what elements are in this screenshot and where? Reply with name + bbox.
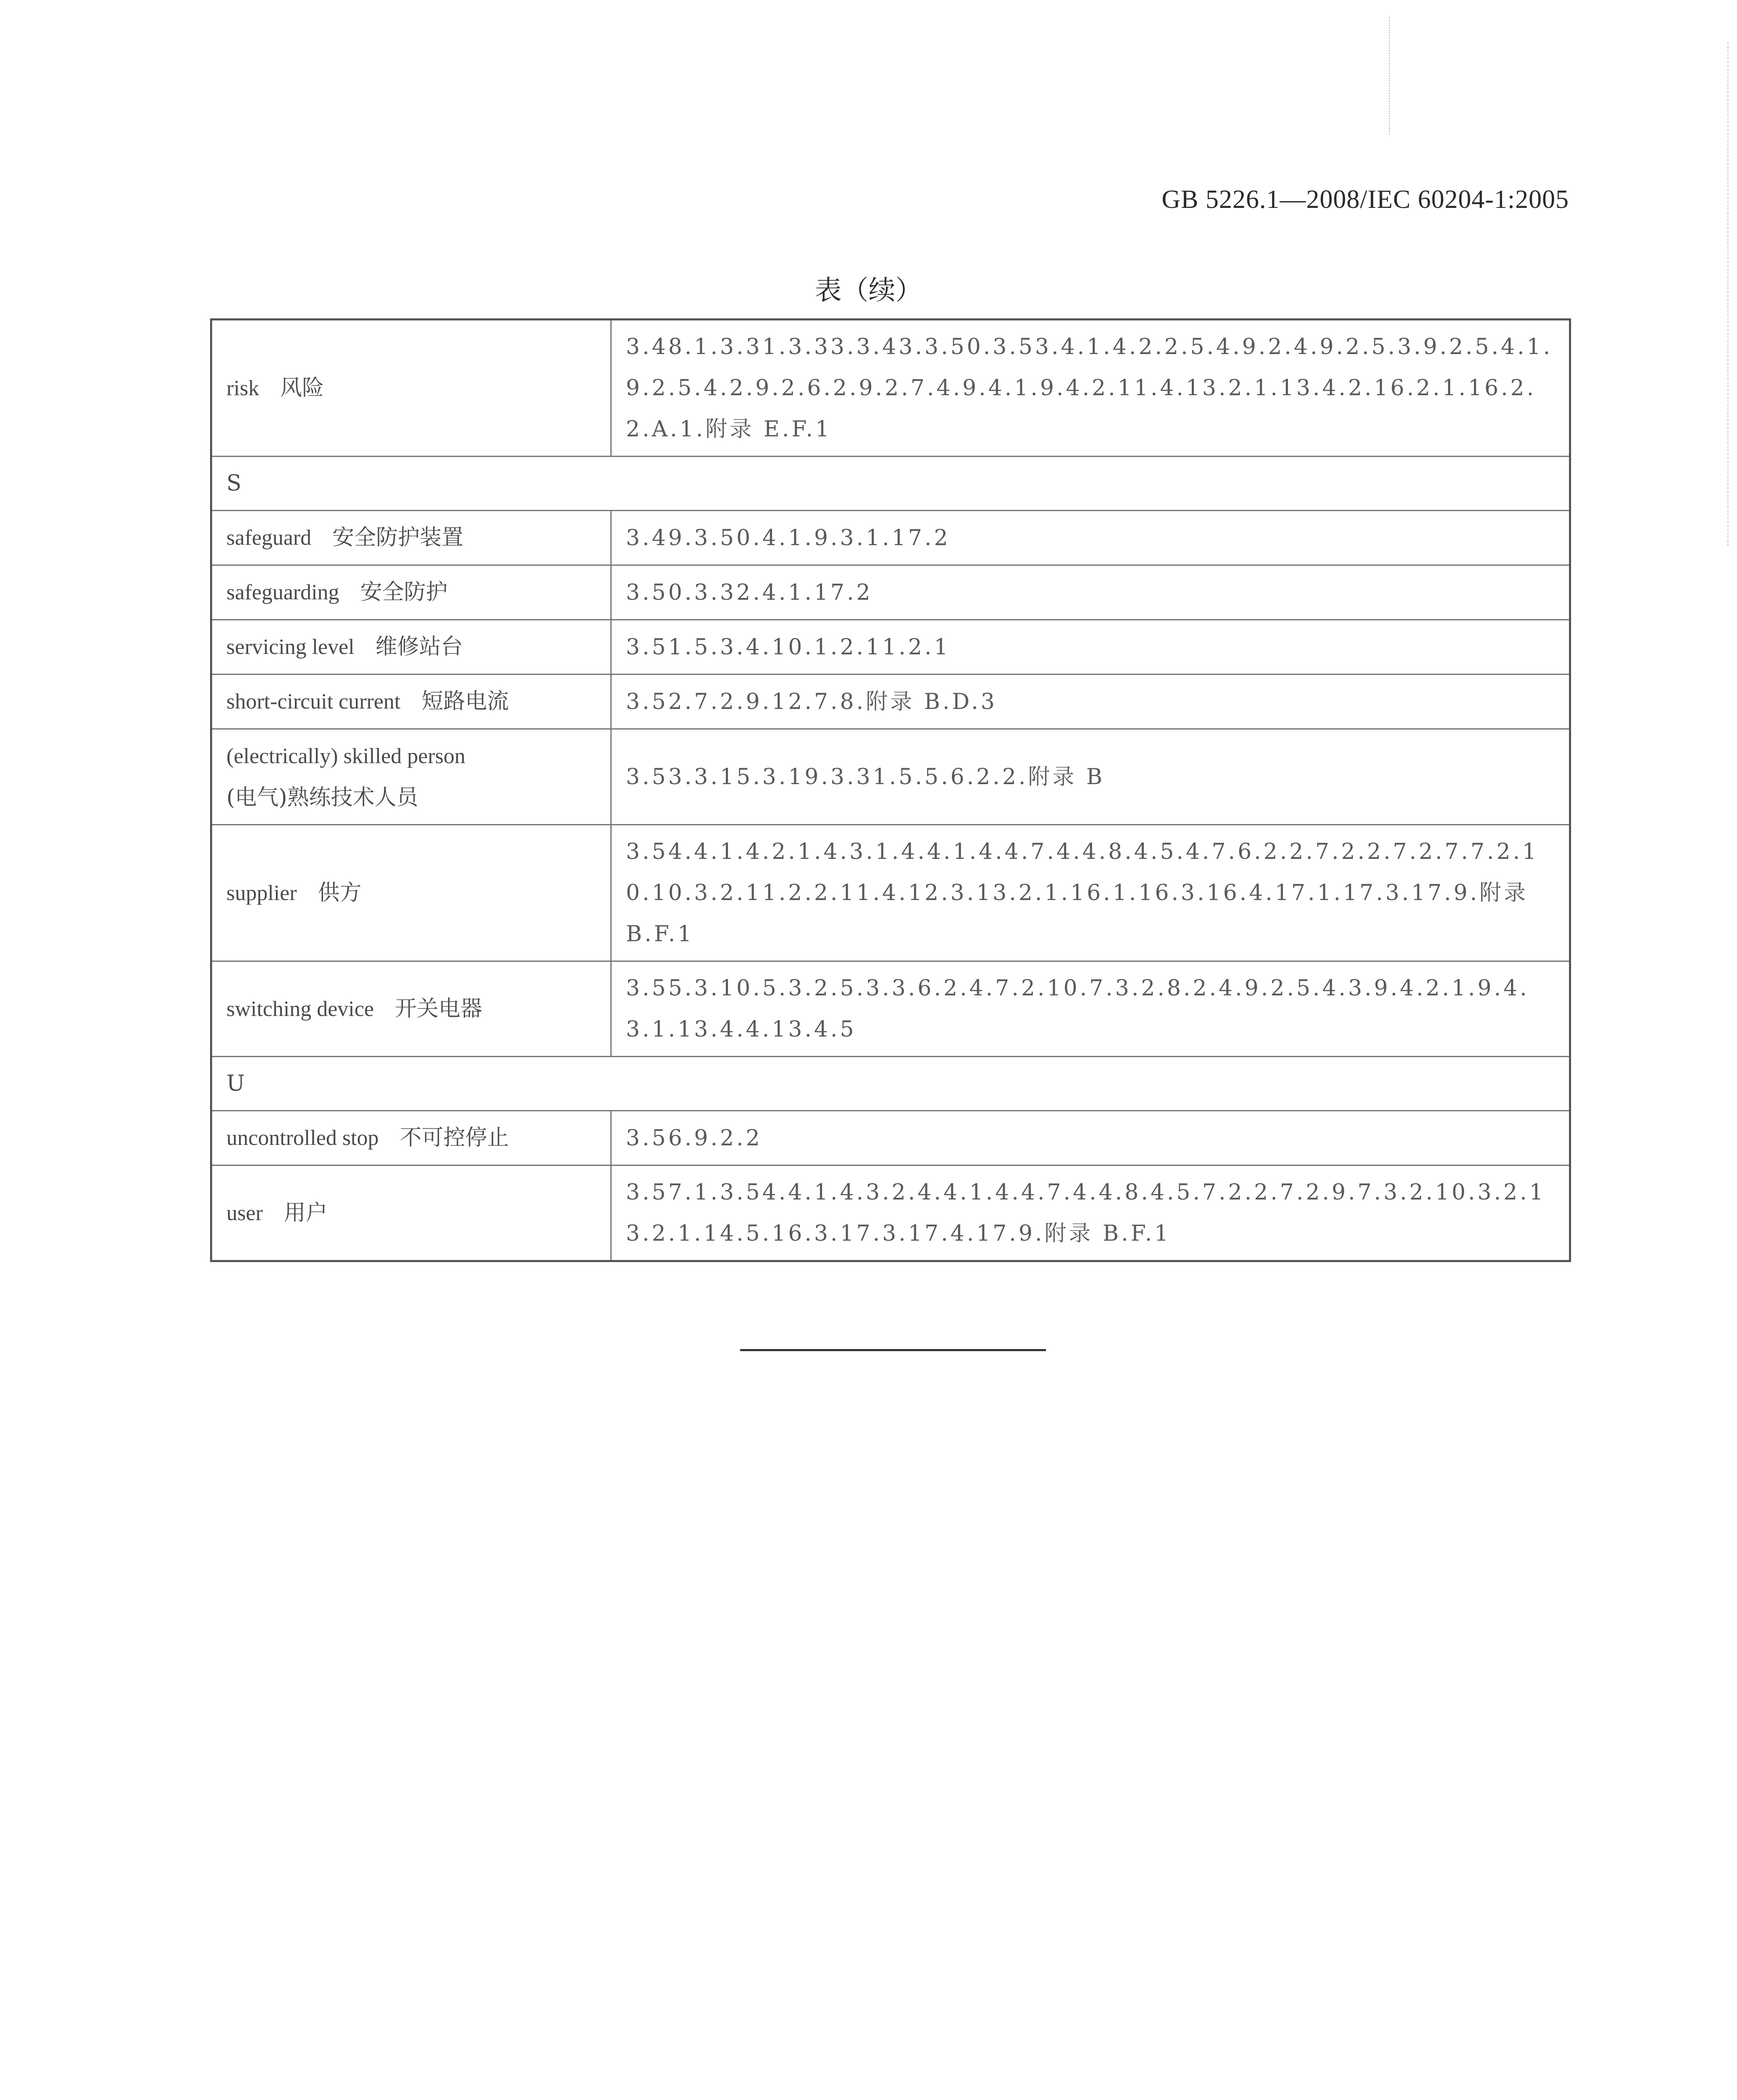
index-table-body (211, 320, 1570, 1261)
term-chinese: 短路电流 (421, 689, 509, 714)
term-chinese: 不可控停止 (399, 1125, 509, 1150)
index-entry-row (211, 825, 1570, 961)
index-entry-row (211, 729, 1570, 825)
term-english: user (226, 1201, 263, 1225)
term-english: uncontrolled stop (226, 1126, 379, 1150)
term-english: safeguarding (226, 580, 339, 604)
term-cell (211, 320, 611, 457)
letter-heading-row (211, 457, 1570, 511)
term-english: switching device (226, 997, 374, 1021)
term-cell (211, 961, 611, 1057)
term-english: risk (226, 376, 259, 400)
letter-heading-row (211, 1057, 1570, 1111)
index-entry-row (211, 675, 1570, 729)
reference-cell: 3.50.3.32.4.1.17.2 (611, 565, 1570, 620)
index-table (210, 318, 1571, 1262)
index-entry-row (211, 320, 1570, 457)
index-entry-row (211, 1166, 1570, 1261)
term-cell (211, 825, 611, 961)
reference-cell: 3.57.1.3.54.4.1.4.3.2.4.4.1.4.4.7.4.4.8.4.5.7.2.2.7.2.9.7.3.2.10.3.2.13.2.1.14.5.16.3.17.3.17.4.17.9.附录 B.F.1 (611, 1166, 1570, 1261)
document-number-header: GB 5226.1—2008/IEC 60204-1:2005 (1162, 185, 1569, 214)
letter-heading: U (211, 1057, 1570, 1111)
term-chinese: 供方 (318, 880, 362, 906)
term-english: servicing level (226, 635, 355, 659)
index-entry-row (211, 1111, 1570, 1166)
term-cell (211, 565, 611, 620)
scan-artifact-dots (1389, 17, 1390, 134)
term-chinese: 用户 (284, 1200, 328, 1226)
reference-cell: 3.56.9.2.2 (611, 1111, 1570, 1166)
term-cell (211, 1111, 611, 1166)
index-entry-row (211, 511, 1570, 565)
index-entry-row (211, 565, 1570, 620)
reference-cell: 3.52.7.2.9.12.7.8.附录 B.D.3 (611, 675, 1570, 729)
index-entry-row (211, 961, 1570, 1057)
term-english: (electrically) skilled person (226, 744, 465, 768)
term-chinese: 风险 (280, 375, 324, 401)
term-chinese: 安全防护 (360, 580, 448, 605)
term-english: safeguard (226, 526, 312, 550)
term-chinese: 维修站台 (375, 634, 463, 659)
term-cell (211, 1166, 611, 1261)
table-caption: 表（续） (815, 275, 922, 306)
reference-cell: 3.48.1.3.31.3.33.3.43.3.50.3.53.4.1.4.2.2.5.4.9.2.4.9.2.5.3.9.2.5.4.1.9.2.5.4.2.9.2.6.2.9.2.7.4.9.4.1.9.4.2.11.4.13.2.1.13.4.2.16.2.1.16.2.2.A.1.附录 E.F.1 (611, 320, 1570, 457)
index-entry-row (211, 620, 1570, 675)
reference-cell: 3.49.3.50.4.1.9.3.1.17.2 (611, 511, 1570, 565)
end-of-document-rule (740, 1349, 1046, 1351)
term-chinese: 开关电器 (394, 996, 482, 1021)
letter-heading: S (211, 457, 1570, 511)
term-chinese: 安全防护装置 (332, 525, 464, 550)
term-cell (211, 675, 611, 729)
reference-cell: 3.54.4.1.4.2.1.4.3.1.4.4.1.4.4.7.4.4.8.4.5.4.7.6.2.2.7.2.2.7.2.7.7.2.10.10.3.2.11.2.2.11.4.12.3.13.2.1.16.1.16.3.16.4.17.1.17.3.17.9.附录 B.F.1 (611, 825, 1570, 961)
term-cell (211, 511, 611, 565)
term-english: supplier (226, 881, 297, 905)
reference-cell: 3.53.3.15.3.19.3.31.5.5.6.2.2.附录 B (611, 729, 1570, 825)
term-chinese: (电气)熟练技术人员 (226, 785, 418, 810)
term-english: short-circuit current (226, 690, 401, 714)
term-cell (211, 620, 611, 675)
reference-cell: 3.55.3.10.5.3.2.5.3.3.6.2.4.7.2.10.7.3.2.8.2.4.9.2.5.4.3.9.4.2.1.9.4.3.1.13.4.4.13.4.5 (611, 961, 1570, 1057)
term-cell (211, 729, 611, 825)
reference-cell: 3.51.5.3.4.10.1.2.11.2.1 (611, 620, 1570, 675)
